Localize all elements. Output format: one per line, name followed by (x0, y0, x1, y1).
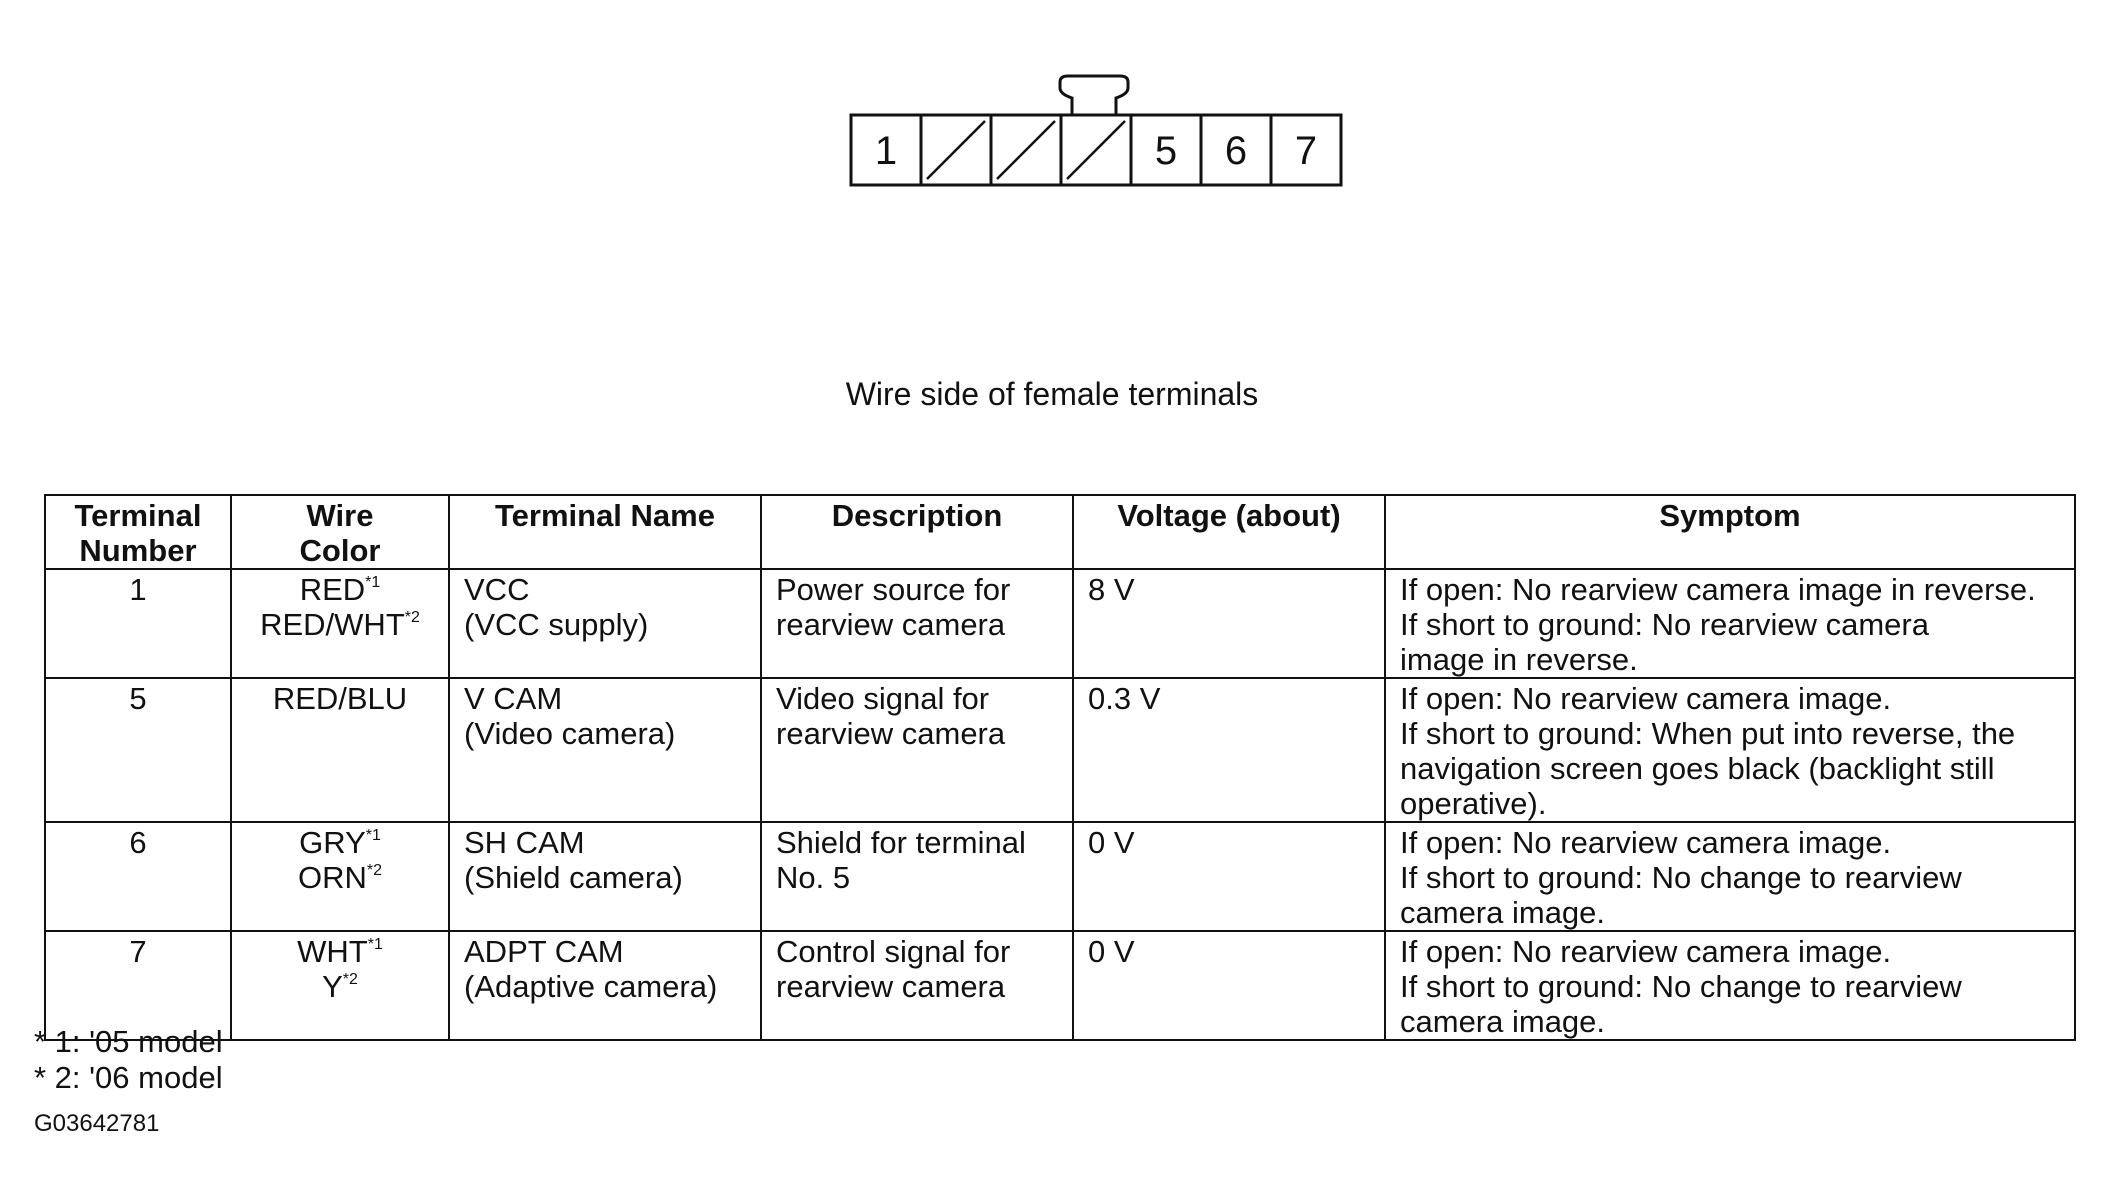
description-line: rearview camera (776, 607, 1006, 642)
wire-color: RED/WHT$^{*2}$ (260, 607, 420, 642)
description-line: No. 5 (776, 860, 851, 895)
terminal-number-cell: 6 (45, 822, 231, 931)
symptom-line: If short to ground: No change to rearview (1400, 860, 1962, 895)
symptom-cell (1385, 569, 2075, 678)
symptom-line: operative). (1400, 786, 1547, 821)
symptom-line: navigation screen goes black (backlight still (1400, 751, 1995, 786)
symptom-line: camera image. (1400, 1004, 1606, 1039)
terminal-number-cell: 7 (45, 931, 231, 1040)
footnotes (34, 1024, 223, 1096)
terminal-number-cell: 5 (45, 678, 231, 822)
terminal-name-line: V CAM (464, 681, 563, 716)
terminal-name-line: (Adaptive camera) (464, 969, 718, 1004)
symptom-line: If short to ground: No rearview camera (1400, 607, 1929, 642)
description-cell (761, 569, 1073, 678)
cavity-number: 1 (874, 129, 898, 173)
table-row (45, 822, 2075, 931)
connector-lock-tab (1060, 76, 1128, 115)
description-cell (761, 822, 1073, 931)
cavity-number: 5 (1154, 129, 1178, 173)
figure-code: G03642781 (34, 1110, 160, 1137)
voltage-cell: 0 V (1073, 931, 1385, 1040)
terminal-number-cell: 1 (45, 569, 231, 678)
symptom-cell (1385, 678, 2075, 822)
table-row (45, 678, 2075, 822)
wire-color-cell (231, 569, 449, 678)
terminal-name-line: (VCC supply) (464, 607, 649, 642)
wire-color: GRY$^{*1}$ (299, 825, 381, 860)
header-symptom: Symptom (1385, 495, 2075, 569)
terminal-name-line: VCC (464, 572, 530, 607)
symptom-line: If open: No rearview camera image. (1400, 934, 1892, 969)
wire-color-cell (231, 822, 449, 931)
terminal-name-line: ADPT CAM (464, 934, 624, 969)
footnote-ref: *2 (404, 609, 420, 626)
terminal-name-cell (449, 569, 761, 678)
symptom-line: image in reverse. (1400, 642, 1638, 677)
terminal-name-cell (449, 678, 761, 822)
footnote: * 1: '05 model (34, 1024, 223, 1059)
wire-color: Y$^{*2}$ (322, 969, 358, 1004)
terminal-name-line: SH CAM (464, 825, 585, 860)
description-line: Power source for (776, 572, 1011, 607)
symptom-cell (1385, 822, 2075, 931)
terminal-name-line: (Shield camera) (464, 860, 683, 895)
description-line: rearview camera (776, 716, 1006, 751)
footnote-ref: *2 (342, 971, 358, 988)
header-description: Description (761, 495, 1073, 569)
voltage-cell: 0.3 V (1073, 678, 1385, 822)
cavity-number: 7 (1294, 129, 1318, 173)
description-line: Control signal for (776, 934, 1011, 969)
diagram-caption: Wire side of female terminals (845, 376, 1259, 412)
symptom-line: If short to ground: When put into reverse, the (1400, 716, 2016, 751)
symptom-line: camera image. (1400, 895, 1606, 930)
cavity-number: 6 (1224, 129, 1248, 173)
footnote-ref: *1 (365, 574, 381, 591)
wire-color-cell (231, 931, 449, 1040)
footnote: * 2: '06 model (34, 1060, 223, 1095)
wire-color: WHT$^{*1}$ (297, 934, 383, 969)
voltage-cell: 0 V (1073, 822, 1385, 931)
table-row (45, 569, 2075, 678)
header-voltage: Voltage (about) (1073, 495, 1385, 569)
description-cell (761, 931, 1073, 1040)
description-line: Shield for terminal (776, 825, 1026, 860)
symptom-line: If short to ground: No change to rearview (1400, 969, 1962, 1004)
symptom-cell (1385, 931, 2075, 1040)
footnote-ref: *2 (366, 862, 382, 879)
wire-color-cell (231, 678, 449, 822)
table-header-row (45, 495, 2075, 569)
wire-color: RED/BLU (272, 681, 408, 716)
symptom-line: If open: No rearview camera image in reverse. (1400, 572, 2036, 607)
terminal-name-cell (449, 931, 761, 1040)
voltage-cell: 8 V (1073, 569, 1385, 678)
header-terminal-number: Terminal Number (45, 495, 231, 569)
footnote-ref: *1 (367, 936, 383, 953)
table-row (45, 931, 2075, 1040)
symptom-line: If open: No rearview camera image. (1400, 681, 1892, 716)
description-cell (761, 678, 1073, 822)
terminal-name-cell (449, 822, 761, 931)
header-terminal-name: Terminal Name (449, 495, 761, 569)
symptom-line: If open: No rearview camera image. (1400, 825, 1892, 860)
connector-diagram (0, 0, 2104, 260)
wire-color: ORN$^{*2}$ (297, 860, 382, 895)
terminal-name-line: (Video camera) (464, 716, 676, 751)
header-wire-color: Wire Color (231, 495, 449, 569)
description-line: rearview camera (776, 969, 1006, 1004)
wire-color: RED$^{*1}$ (299, 572, 381, 607)
footnote-ref: *1 (365, 827, 381, 844)
description-line: Video signal for (776, 681, 990, 716)
terminal-table (44, 494, 2076, 1041)
